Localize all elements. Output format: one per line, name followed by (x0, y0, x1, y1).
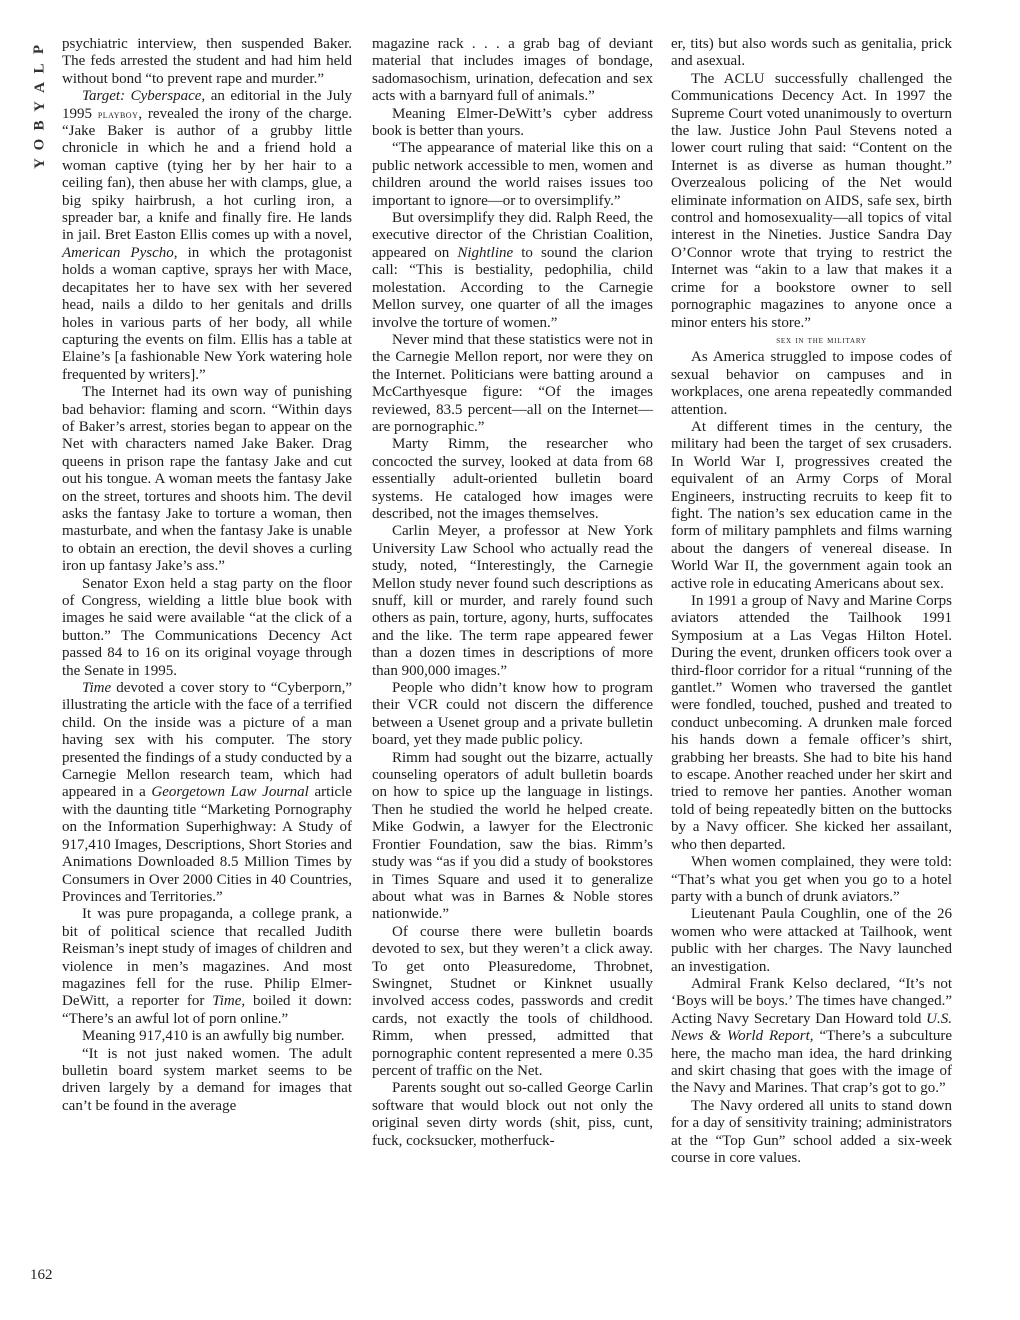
page-number: 162 (30, 1267, 53, 1283)
masthead-letter: B (31, 120, 48, 131)
paragraph: Of course there were bulletin boards devoted to sex, but they weren’t a click away. To get onto Pleasuredome, Throbnet, Swingnet, Studnet or Kinknet usually involved access codes, passwords and credit cards, not exactly the tools of childhood. Rimm, when pressed, admitted that pornographic content represented a mere 0.35 percent of traffic on the Net. (372, 923, 653, 1079)
masthead-letter: Y (31, 101, 48, 112)
paragraph: Meaning 917,410 is an awfully big number. (82, 1028, 345, 1045)
paragraph: It was pure propaganda, a college prank, a bit of political science that recalled Judith Reisman’s inept study of images of children and violence in men’s magazines. And most magazines fell for the ruse. Philip Elmer-DeWitt, a reporter for Time, boiled it down: “There’s an awful lot of porn online.” (62, 906, 353, 1027)
text-column-2 (372, 36, 653, 1150)
magazine-masthead-vertical (29, 40, 51, 173)
text-column-1 (62, 36, 352, 1115)
paragraph: Time devoted a cover story to “Cyberporn,” illustrating the article with the face of a terrified child. On the inside was a picture of a man having sex with his computer. The story presented the findings of a study conducted by a Carnegie Mellon research team, which had appeared in a Georgetown Law Journal article with the daunting title “Marketing Pornography on the Information Superhighway: A Study of 917,410 Images, Descriptions, Short Stories and Animations Downloaded 8.5 Million Times by Consumers in Over 2000 Cities in 40 Countries, Provinces and Territories.” (62, 680, 352, 905)
masthead-letter: Y (31, 158, 48, 169)
paragraph: When women complained, they were told: “That’s what you get when you go to a hotel party with a bunch of drunk aviators.” (671, 854, 952, 905)
masthead-letter: A (31, 82, 48, 93)
italic-title: Time (82, 680, 112, 697)
paragraph: But oversimplify they did. Ralph Reed, the executive director of the Christian Coalition, appeared on Nightline to sound the clarion call: “This is bestiality, pedophilia, child molestation. According to the Carnegie Mellon survey, one quarter of all the images involve the torture of women.” (372, 210, 653, 331)
paragraph: “It is not just naked women. The adult bulletin board system market seems to be driven largely by a demand for images that can’t be found in the average (62, 1045, 352, 1114)
paragraph: As America struggled to impose codes of sexual behavior on campuses and in workplaces, one arena repeatedly commanded attention. (671, 349, 952, 418)
small-caps-text: playboy (97, 106, 139, 121)
paragraph: The Internet had its own way of punishing bad behavior: flaming and scorn. “Within days of Baker’s arrest, stories began to appear on the Net with characters named Jake Baker. Drag queens in prison rape the fantasy Jake and cut out his tongue. A woman meets the fantasy Jake on the street, tortures and shoots him. The devil asks the fantasy Jake to torture a woman, then masturbate, and when the fantasy Jake is unable to obtain an erection, the devil shoves a curling iron up fantasy Jake’s ass.” (62, 384, 352, 575)
italic-title: Target: Cyberspace, (82, 88, 206, 105)
paragraph: Parents sought out so-called George Carlin software that would block out not only the original seven dirty words (shit, piss, cunt, fuck, cocksucker, motherfuck- (372, 1080, 653, 1149)
italic-title: American Pyscho, (62, 244, 178, 261)
paragraph: Lieutenant Paula Coughlin, one of the 26 women who were attacked at Tailhook, went public with her charges. The Navy launched an investigation. (671, 906, 952, 975)
paragraph: Meaning Elmer-DeWitt’s cyber address book is better than yours. (372, 105, 653, 140)
paragraph: Rimm had sought out the bizarre, actually counseling operators of adult bulletin boards on how to spice up the language in listings. Then he studied the world he helped create. Mike Godwin, a lawyer for the Electronic Frontier Foundation, saw the bias. Rimm’s study was “as if you did a study of bookstores in Times Square and used it to generalize about what was in Barnes & Noble stores nationwide.” (372, 749, 653, 923)
paragraph: er, tits) but also words such as genitalia, prick and asexual. (671, 36, 952, 70)
paragraph: The Navy ordered all units to stand down for a day of sensitivity training; administrators at the “Top Gun” school added a six-week course in core values. (671, 1097, 952, 1166)
paragraph: Never mind that these statistics were not in the Carnegie Mellon report, nor were they on the Internet. Politicians were batting around a McCarthyesque figure: “Of the images reviewed, 83.5 percent—all on the Internet—are pornographic.” (372, 331, 653, 435)
paragraph: Marty Rimm, the researcher who concocted the survey, looked at data from 68 essentially adult-oriented bulletin board systems. He cataloged how images were described, not the images themselves. (372, 436, 653, 522)
italic-title: Georgetown Law Journal (151, 784, 309, 801)
masthead-letter: P (31, 44, 48, 55)
masthead-letter: O (31, 138, 48, 151)
paragraph: Carlin Meyer, a professor at New York University Law School who actually read the study, noted, “Interestingly, the Carnegie Mellon study never found such descriptions as snuff, kill or murder, and rarely found such others as pain, torture, agony, hurts, suffocates and the like. The term rape appeared fewer than a dozen times in descriptions of more than 900,000 images.” (372, 523, 653, 679)
paragraph: Senator Exon held a stag party on the floor of Congress, wielding a little blue book with images he said were available “at the click of a button.” The Communications Decency Act passed 84 to 16 on its original voyage through the Senate in 1995. (62, 575, 352, 679)
section-subhead: sex in the military (776, 334, 867, 346)
paragraph: At different times in the century, the military had been the target of sex crusaders. In World War I, progressives created the equivalent of an Army Corps of Moral Engineers, instructing recruits to keep fit to fight. The nation’s sex education came in the form of military pamphlets and films warning about the dangers of venereal disease. In World War II, the government again took an active role in educating Americans about sex. (671, 418, 952, 592)
paragraph: The ACLU successfully challenged the Communications Decency Act. In 1997 the Supreme Court voted unanimously to overturn the law. Justice John Paul Stevens noted a lower court ruling that said: “Content on the Internet is as diverse as human thought.” Overzealous policing of the Net would eliminate information on AIDS, safe sex, birth control and homosexuality—all topics of vital interest in the Nineties. Justice Sandra Day O’Connor wrote that trying to restrict the Internet was “akin to a law that makes it a crime for a bookstore owner to sell pornographic magazines to anyone once a minor enters his store.” (671, 70, 952, 331)
paragraph: People who didn’t know how to program their VCR could not discern the difference between a Usenet group and a private bulletin board, yet they made public policy. (372, 680, 653, 749)
italic-title: Nightline (457, 244, 514, 261)
paragraph: In 1991 a group of Navy and Marine Corps aviators attended the Tailhook 1991 Symposium at a Las Vegas Hilton Hotel. During the event, drunken officers took over a third-floor corridor for a ritual “running of the gantlet.” Women who traversed the gantlet were fondled, touched, pushed and treated to conduct unbecoming. A drunken male forced his hands down a female officer’s shirt, grabbing her breasts. She had to bite his hand to escape. Another reached under her skirt and tried to remove her panties. Another woman told of being repeatedly bitten on the buttocks by a Navy officer. She kicked her assailant, who then departed. (671, 593, 952, 853)
italic-title: U.S. News & World Report, (671, 1010, 952, 1045)
masthead-letter: L (31, 63, 48, 74)
italic-title: Time, (212, 993, 246, 1010)
paragraph: psychiatric interview, then suspended Baker. The feds arrested the student and had him held without bond “to prevent rape and murder.” (62, 36, 352, 87)
paragraph: Target: Cyberspace, an editorial in the July 1995 playboy, revealed the irony of the charge. “Jake Baker is author of a grubby little chronicle in which he and a friend hold a woman captive (tying her by her hair to a ceiling fan), then abuse her with clamps, glue, a big spiky hairbrush, a hot curling iron, a spreader bar, a knife and finally fire. He lands in jail. Bret Easton Ellis comes up with a novel, American Pyscho, in which the protagonist holds a woman captive, sprays her with Mace, decapitates her to have sex with her severed head, nails a dildo to her genitals and drills holes in various parts of her body, all while capturing the events on film. Ellis has a table at Elaine’s [a fashionable New York watering hole frequented by writers].” (62, 88, 352, 383)
text-column-3 (671, 36, 952, 1167)
paragraph: magazine rack . . . a grab bag of deviant material that includes images of bondage, sadomasochism, urination, defecation and sex acts with a barnyard full of animals.” (372, 36, 653, 105)
paragraph: Admiral Frank Kelso declared, “It’s not ‘Boys will be boys.’ The times have changed.” Acting Navy Secretary Dan Howard told U.S. News & World Report, “There’s a subculture here, the macho man idea, the hard drinking and skirt chasing that goes with the image of the Navy and Marines. That crap’s got to go.” (671, 975, 952, 1097)
paragraph: “The appearance of material like this on a public network accessible to men, women and children around the world raises issues too important to ignore—or to oversimplify.” (372, 140, 653, 209)
